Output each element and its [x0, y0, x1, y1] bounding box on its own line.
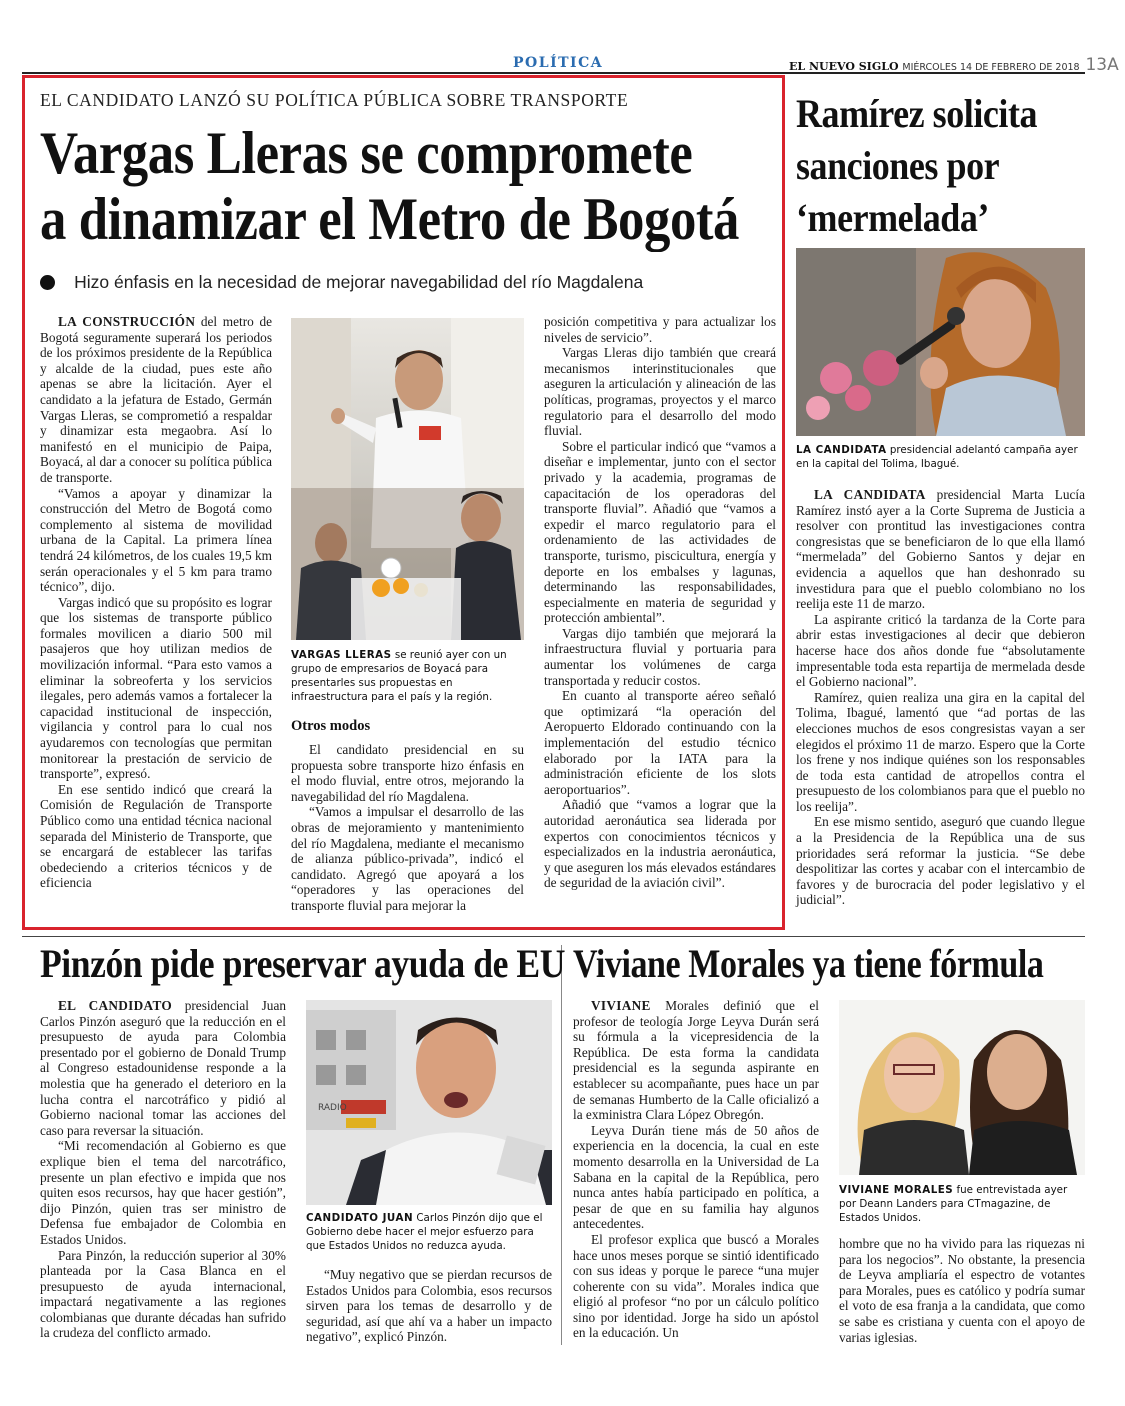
photo-illustration: [291, 318, 524, 640]
ramirez-headline-line1: Ramírez solicita: [796, 91, 1038, 136]
paragraph: del metro de Bogotá seguramente superará los periodos de los próximos presidente de la República y alcalde de la ciudad, pues este año apenas se abre la licitación. Ayer el candidato a la jefatura de Estado, Germán Vargas Lleras, se comprometió a respaldar y dinamizar esta megaobra. Así lo manifestó en el municipio de Paipa, Boyacá, al dar a conocer su política pública de transporte.: [40, 314, 272, 485]
vargas-lleras-photo: [291, 318, 524, 640]
pinzon-photo-caption: [306, 1211, 552, 1253]
lead-in: EL CANDIDATO: [58, 998, 173, 1013]
pinzon-column-2: [306, 1267, 552, 1345]
photo-illustration: [796, 248, 1085, 436]
section-label: POLÍTICA: [513, 55, 604, 71]
paragraph: presidencial Marta Lucía Ramírez instó ayer a la Corte Suprema de Justicia a resolver con prontitud las investigaciones contra congresistas que se beneficiaron de lo que ella llamó “mermelada” del Gobierno Santos y dejar en evidencia a aquellos que han deshonrado su investidura para que el pueblo colombiano no los reelija este 11 de marzo.: [796, 487, 1085, 612]
caption-lead: CANDIDATO JUAN: [306, 1212, 414, 1224]
issue-date: MIÉRCOLES 14 DE FEBRERO DE 2018: [902, 62, 1080, 73]
photo-illustration: [839, 1000, 1085, 1175]
paragraph: Vargas indicó que su propósito es lograr que los sistemas de transporte público formales movilicen a diario 500 mil pasajeros que hoy utilizan medios de movilización informal. “Para esto vamos a eliminar la sobreoferta y los servicios ilegales, pero además vamos a fortalecer la capacidad institucional de inspección, vigilancia y control para lo cual nos ayudaremos con tecnologías que permitan monitorear la prestación de servicio de transporte”, expresó.: [40, 594, 272, 782]
paragraph: En cuanto al transporte aéreo señaló que optimizará “la operación del Aeropuerto Eldorado continuando con la implementación del estudio técnico elaborado por la IATA para la administración eficiente de los slots aeroportuarios”.: [544, 688, 776, 797]
viviane-photo: [839, 1000, 1085, 1175]
ramirez-headline: [796, 88, 1037, 244]
caption-lead: LA CANDIDATA: [796, 444, 887, 456]
story-kicker: EL CANDIDATO LANZÓ SU POLÍTICA PÚBLICA SOBRE TRANSPORTE: [40, 90, 629, 110]
paper-name: EL NUEVO SIGLO: [789, 60, 899, 73]
paragraph: Sobre el particular indicó que “vamos a diseñar e implementar, junto con el sector privado y la academia, programas de capacitación de los operadoras del transporte fluvial”. Añadió que “vamos a expedir el marco regulatorio para el ordenamiento de las actividades de transporte, turismo, piscicultura, energía y deporte en los embalses y lagunas, determinando las responsabilidades, especialmente en materia de seguridad y protección ambiental”.: [544, 438, 776, 626]
viviane-column-2: [839, 1236, 1085, 1345]
ramirez-headline-line2: sanciones por: [796, 143, 1000, 188]
paragraph: “Vamos a apoyar y dinamizar la construcción del Metro de Bogotá como complemento al sistema de movilidad urbana de la Capital. La primera línea tendrá 24 kilómetros, de los cuales 19,5 km serán operacionales y el 5 km para tramo técnico”, dijo.: [40, 485, 272, 595]
paragraph: Leyva Durán tiene más de 50 años de experiencia en la docencia, la cual en este momento desarrolla en la Universidad de La Sabana en la capital de la República, pero nunca antes había participado en política, a pesar de que en su familia hay algunos antecedentes.: [573, 1122, 819, 1232]
vargas-photo-caption: [291, 648, 524, 704]
story-deck: Hizo énfasis en la necesidad de mejorar navegabilidad del río Magdalena: [74, 272, 644, 292]
caption-text: fue entrevistada ayer por Deann Landers para CTmagazine, de Estados Unidos.: [839, 1184, 1068, 1224]
paragraph: En ese mismo sentido, aseguró que cuando llegue a la Presidencia de la República una de sus prioridades será reformar la justicia. “Se debe despolitizar las cortes y acabar con el intercambio de favores y de burocracia del poder legislativo y el judicial”.: [796, 814, 1085, 908]
section-divider: [22, 936, 1085, 937]
main-headline: [40, 120, 739, 252]
paragraph: “Mi recomendación al Gobierno es que explique bien el tema del narcotráfico, presente un plan efectivo e impida que nos quiten esos recursos, hay que hacer gestión”, dijo Pinzón, quien tras ser ministro de Defensa fue embajador de Colombia en Estados Unidos.: [40, 1138, 286, 1247]
paragraph: Añadió que “vamos a lograr que la autoridad aeronáutica sea liderada por expertos con conocimientos técnicos y especializados en la industria aeronáutica, y que aseguren los más elevados estándares de seguridad de la aviación civil”.: [544, 797, 776, 891]
deck-line: [40, 272, 643, 293]
paragraph: El profesor explica que buscó a Morales hace unos meses porque se sintió identificado con sus ideas y porque le parece “una mujer coherente con su vida”. Morales indica que eligió al profesor “no por un cálculo político sino por identidad. Jorge ha sido un apóstol en la educación. Un: [573, 1231, 819, 1341]
photo-illustration: [306, 1000, 552, 1205]
paragraph: Vargas Lleras dijo también que creará mecanismos interinstitucionales que aseguren la articulación y alineación de las políticas, programas, proyectos y el marco regulatorio para el desarrollo del modo fluvial.: [544, 345, 776, 439]
viviane-photo-caption: [839, 1183, 1085, 1225]
caption-lead: VARGAS LLERAS: [291, 649, 392, 661]
lead-in: VIVIANE: [591, 998, 651, 1013]
main-column-2: [291, 742, 524, 914]
paragraph: presidencial Juan Carlos Pinzón aseguró que la reducción en el presupuesto de ayuda para Colombia presentado por el gobierno de Donald Trump al Congreso estadounidense responde a la molestia que ha generado el deterioro en la lucha contra el narcotráfico y pidió al Gobierno nacional tomar las acciones del caso para reversar la situación.: [40, 998, 286, 1138]
ramirez-headline-line3: ‘mermelada’: [796, 195, 989, 240]
bullet-icon: [40, 275, 55, 290]
ramirez-photo-caption: [796, 443, 1085, 471]
main-column-1: [40, 314, 272, 891]
paragraph: “Muy negativo que se pierdan recursos de Estados Unidos para Colombia, esos recursos sirven para los temas de desarrollo y de seguridad, así que ahí va a haber un impacto negativo”, explicó Pinzón.: [306, 1267, 552, 1345]
main-headline-line2: a dinamizar el Metro de Bogotá: [40, 186, 740, 252]
main-column-3: [544, 314, 776, 891]
caption-lead: VIVIANE MORALES: [839, 1184, 954, 1196]
caption-text: Carlos Pinzón dijo que el Gobierno debe hacer el mejor esfuerzo para que Estados Unidos no reduzca ayuda.: [306, 1212, 543, 1252]
pinzon-headline: Pinzón pide preservar ayuda de EU: [40, 941, 565, 986]
paragraph: hombre que no ha vivido para las riquezas ni para los negocios”. No obstante, la presencia de Leyva ampliaría el espectro de votantes para Morales, pues es católico y podría sumar el voto de esa franja a la candidata, que como se sabe es cristiana y cuenta con el apoyo de varias iglesias.: [839, 1236, 1085, 1345]
main-headline-line1: Vargas Lleras se compromete: [40, 120, 693, 186]
caption-text: presidencial adelantó campaña ayer en la capital del Tolima, Ibagué.: [796, 444, 1078, 470]
caption-text: se reunió ayer con un grupo de empresarios de Boyacá para presentarles sus propuestas en infraestructura para el país y la región.: [291, 649, 507, 703]
column-divider: [561, 945, 562, 1345]
section-subhead: Otros modos: [291, 718, 371, 734]
paragraph: La aspirante criticó la tardanza de la Corte para abrir estas investigaciones al decir que debieron hacerse hace dos años donde fue “absolutamente impresentable toda esta repartija de mermelada desde el Gobierno nacional”.: [796, 611, 1085, 690]
pinzon-column-1: [40, 998, 286, 1341]
lead-in: LA CONSTRUCCIÓN: [58, 314, 196, 329]
paragraph: “Vamos a impulsar el desarrollo de las obras de mejoramiento y mantenimiento del río Magdalena, mediante el mecanismo de alianza público-privada”, indicó el candidato. Agregó que apoyará a los “operadores y las operaciones del transporte fluvial para mejorar la: [291, 804, 524, 913]
photo-sign-text: RADIO: [318, 1103, 347, 1113]
paragraph: El candidato presidencial en su propuesta sobre transporte hizo énfasis en el modo fluvial, entre otros, mejorando la navegabilidad del río Magdalena.: [291, 742, 524, 804]
ramirez-photo: [796, 248, 1085, 436]
paragraph: Ramírez, quien realiza una gira en la capital del Tolima, Ibagué, lamentó que “ad portas de las elecciones muchos de esos congresistas vayan a ser elegidos el próximo 11 de marzo. Espero que la Corte los frene y nos indique quiénes son los responsables de toda esta cantidad de atropellos contra el presupuesto de los colombianos para que el pueblo no los reelija”.: [796, 689, 1085, 814]
pinzon-photo: [306, 1000, 552, 1205]
paragraph: Para Pinzón, la reducción superior al 30% planteada por la Casa Blanca en el presupuesto de ayuda internacional, impactará negativamente a las regiones colombianas que durante décadas han sufrido la crudeza del conflicto armado.: [40, 1247, 286, 1341]
masthead-info: [789, 55, 1119, 75]
paragraph: Vargas dijo también que mejorará la infraestructura fluvial y portuaria para aumentar los volúmenes de carga transportada y reducir costos.: [544, 625, 776, 688]
ramirez-body: [796, 487, 1085, 908]
lead-in: LA CANDIDATA: [814, 487, 926, 502]
paragraph: Morales definió que el profesor de teología Jorge Leyva Durán será su fórmula a la vicepresidencia de la República. De esta forma la candidata presidencial es la segunda aspirante en establecer su acompañante, pues hace un par de semanas Humberto de la Calle oficializó a la exministra Clara López Obregón.: [573, 998, 819, 1123]
paragraph: posición competitiva y para actualizar los niveles de servicio”.: [544, 314, 776, 345]
page-number: 13A: [1085, 55, 1119, 75]
viviane-column-1: [573, 998, 819, 1341]
paragraph: En ese sentido indicó que creará la Comisión de Regulación de Transporte Público como una entidad técnica nacional separada del Ministerio de Transporte, que se encargará de establecer las tarifas obedeciendo a criterios técnicos y de eficiencia: [40, 781, 272, 891]
viviane-headline: Viviane Morales ya tiene fórmula: [573, 941, 1044, 986]
